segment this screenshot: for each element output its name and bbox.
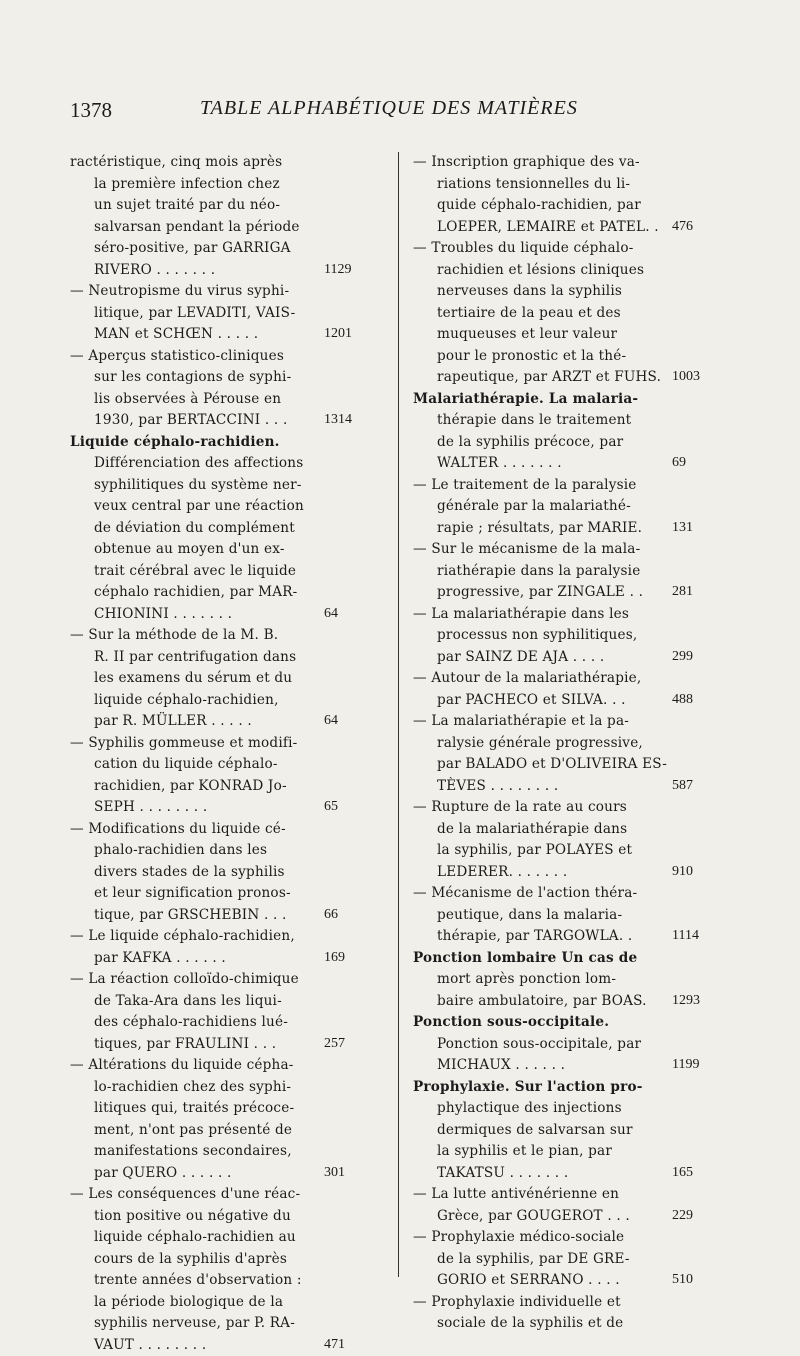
page-ref-number: 587 xyxy=(672,778,693,794)
text-line: — Inscription graphique des va- xyxy=(413,152,693,174)
text-line: — La malariathérapie et la pa- xyxy=(413,711,693,733)
text-line: tertiaire de la peau et des xyxy=(413,303,693,325)
text-line: par BALADO et D'OLIVEIRA ES- xyxy=(413,754,693,776)
text-line: thérapie dans le traitement xyxy=(413,410,693,432)
running-title: TABLE ALPHABÉTIQUE DES MATIÈRES xyxy=(200,97,578,120)
text-line: rachidien, par KONRAD Jo- xyxy=(70,776,350,798)
text-line: la syphilis et le pian, par xyxy=(413,1141,693,1163)
text-line: — Prophylaxie médico-sociale xyxy=(413,1227,693,1249)
text-line: — Le traitement de la paralysie xyxy=(413,475,693,497)
page-ref-number: 510 xyxy=(672,1272,693,1288)
page-ref-number: 229 xyxy=(672,1208,693,1224)
text-line: de Taka-Ara dans les liqui- xyxy=(70,991,350,1013)
text-line: — Syphilis gommeuse et modifi- xyxy=(70,733,350,755)
page-ref-number: 64 xyxy=(324,713,338,729)
text-line: divers stades de la syphilis xyxy=(70,862,350,884)
text-line: et leur signification pronos- xyxy=(70,883,350,905)
text-line: — Sur la méthode de la M. B. xyxy=(70,625,350,647)
left-column xyxy=(70,152,350,1356)
page-ref-number: 488 xyxy=(672,692,693,708)
page-ref-number: 1199 xyxy=(672,1057,699,1073)
text-line: trait cérébral avec le liquide xyxy=(70,561,350,583)
text-line: syphilis nerveuse, par P. RA- xyxy=(70,1313,350,1335)
text-line: syphilitiques du système ner- xyxy=(70,475,350,497)
page-ref-number: 1293 xyxy=(672,993,700,1009)
text-line: ractéristique, cinq mois après xyxy=(70,152,350,174)
text-line: — La malariathérapie dans les xyxy=(413,604,693,626)
text-line: la première infection chez xyxy=(70,174,350,196)
text-line: phalo-rachidien dans les xyxy=(70,840,350,862)
text-line: salvarsan pendant la période xyxy=(70,217,350,239)
text-line: VAUT . . . . . . . . xyxy=(70,1335,350,1356)
page-ref-number: 1129 xyxy=(324,262,351,278)
page-ref-number: 299 xyxy=(672,649,693,665)
page-ref-number: 1114 xyxy=(672,928,699,944)
text-line: de la malariathérapie dans xyxy=(413,819,693,841)
text-line: ralysie générale progressive, xyxy=(413,733,693,755)
page-ref-number: 910 xyxy=(672,864,693,880)
page-ref-number: 131 xyxy=(672,520,693,536)
text-line: rapie ; résultats, par MARIE. xyxy=(413,518,693,540)
text-line: ment, n'ont pas présenté de xyxy=(70,1120,350,1142)
text-line: — Mécanisme de l'action théra- xyxy=(413,883,693,905)
text-line: — Altérations du liquide cépha- xyxy=(70,1055,350,1077)
text-line: TAKATSU . . . . . . . xyxy=(413,1163,693,1185)
text-line: la syphilis, par POLAYES et xyxy=(413,840,693,862)
page-ref-number: 257 xyxy=(324,1036,345,1052)
column-divider xyxy=(398,152,399,1277)
text-line: un sujet traité par du néo- xyxy=(70,195,350,217)
text-line: — Le liquide céphalo-rachidien, xyxy=(70,926,350,948)
text-line: MICHAUX . . . . . . xyxy=(413,1055,693,1077)
text-line: la période biologique de la xyxy=(70,1292,350,1314)
text-line: par R. MÜLLER . . . . . xyxy=(70,711,350,733)
text-line: nerveuses dans la syphilis xyxy=(413,281,693,303)
text-line: phylactique des injections xyxy=(413,1098,693,1120)
text-line: TÈVES . . . . . . . . xyxy=(413,776,693,798)
page-ref-number: 1003 xyxy=(672,369,700,385)
text-line: progressive, par ZINGALE . . xyxy=(413,582,693,604)
text-line: — Les conséquences d'une réac- xyxy=(70,1184,350,1206)
page-ref-number: 476 xyxy=(672,219,693,235)
text-line: de la syphilis, par DE GRE- xyxy=(413,1249,693,1271)
text-line: dermiques de salvarsan sur xyxy=(413,1120,693,1142)
text-line: cours de la syphilis d'après xyxy=(70,1249,350,1271)
text-line: séro-positive, par GARRIGA xyxy=(70,238,350,260)
text-line: MAN et SCHŒN . . . . . xyxy=(70,324,350,346)
text-line: — Neutropisme du virus syphi- xyxy=(70,281,350,303)
text-line: manifestations secondaires, xyxy=(70,1141,350,1163)
text-line: litique, par LEVADITI, VAIS- xyxy=(70,303,350,325)
page-ref-number: 169 xyxy=(324,950,345,966)
text-line: Ponction lombaire Un cas de xyxy=(413,948,693,970)
text-line: — La lutte antivénérienne en xyxy=(413,1184,693,1206)
text-line: riathérapie dans la paralysie xyxy=(413,561,693,583)
page-number: 1378 xyxy=(70,98,112,123)
text-line: trente années d'observation : xyxy=(70,1270,350,1292)
text-line: Malariathérapie. La malaria- xyxy=(413,389,693,411)
right-column xyxy=(413,152,693,1335)
text-line: tique, par GRSCHEBIN . . . xyxy=(70,905,350,927)
text-line: par KAFKA . . . . . . xyxy=(70,948,350,970)
page-ref-number: 64 xyxy=(324,606,338,622)
text-line: peutique, dans la malaria- xyxy=(413,905,693,927)
text-line: rachidien et lésions cliniques xyxy=(413,260,693,282)
text-line: par SAINZ DE AJA . . . . xyxy=(413,647,693,669)
page-ref-number: 1314 xyxy=(324,412,352,428)
text-line: — Rupture de la rate au cours xyxy=(413,797,693,819)
page-ref-number: 165 xyxy=(672,1165,693,1181)
text-line: muqueuses et leur valeur xyxy=(413,324,693,346)
text-line: — Modifications du liquide cé- xyxy=(70,819,350,841)
text-line: Liquide céphalo-rachidien. xyxy=(70,432,350,454)
text-line: Grèce, par GOUGEROT . . . xyxy=(413,1206,693,1228)
text-line: sociale de la syphilis et de xyxy=(413,1313,693,1335)
text-line: — La réaction colloïdo-chimique xyxy=(70,969,350,991)
text-line: — Sur le mécanisme de la mala- xyxy=(413,539,693,561)
page-ref-number: 1201 xyxy=(324,326,352,342)
text-line: Différenciation des affections xyxy=(70,453,350,475)
text-line: CHIONINI . . . . . . . xyxy=(70,604,350,626)
text-line: R. II par centrifugation dans xyxy=(70,647,350,669)
text-line: veux central par une réaction xyxy=(70,496,350,518)
text-line: quide céphalo-rachidien, par xyxy=(413,195,693,217)
text-line: SEPH . . . . . . . . xyxy=(70,797,350,819)
page-ref-number: 65 xyxy=(324,799,338,815)
text-line: liquide céphalo-rachidien, xyxy=(70,690,350,712)
text-line: tiques, par FRAULINI . . . xyxy=(70,1034,350,1056)
text-line: par PACHECO et SILVA. . . xyxy=(413,690,693,712)
text-line: LOEPER, LEMAIRE et PATEL. . xyxy=(413,217,693,239)
text-line: liquide céphalo-rachidien au xyxy=(70,1227,350,1249)
page-ref-number: 69 xyxy=(672,455,686,471)
text-line: de déviation du complément xyxy=(70,518,350,540)
text-line: les examens du sérum et du xyxy=(70,668,350,690)
text-line: générale par la malariathé- xyxy=(413,496,693,518)
page-ref-number: 471 xyxy=(324,1337,345,1353)
text-line: pour le pronostic et la thé- xyxy=(413,346,693,368)
text-line: de la syphilis précoce, par xyxy=(413,432,693,454)
text-line: — Autour de la malariathérapie, xyxy=(413,668,693,690)
text-line: mort après ponction lom- xyxy=(413,969,693,991)
text-line: rapeutique, par ARZT et FUHS. xyxy=(413,367,693,389)
text-line: tion positive ou négative du xyxy=(70,1206,350,1228)
text-line: processus non syphilitiques, xyxy=(413,625,693,647)
text-line: — Aperçus statistico-cliniques xyxy=(70,346,350,368)
text-line: céphalo rachidien, par MAR- xyxy=(70,582,350,604)
text-line: lo-rachidien chez des syphi- xyxy=(70,1077,350,1099)
text-line: cation du liquide céphalo- xyxy=(70,754,350,776)
text-line: — Troubles du liquide céphalo- xyxy=(413,238,693,260)
text-line: — Prophylaxie individuelle et xyxy=(413,1292,693,1314)
text-line: obtenue au moyen d'un ex- xyxy=(70,539,350,561)
text-line: WALTER . . . . . . . xyxy=(413,453,693,475)
text-line: litiques qui, traités précoce- xyxy=(70,1098,350,1120)
page-ref-number: 66 xyxy=(324,907,338,923)
text-line: par QUERO . . . . . . xyxy=(70,1163,350,1185)
text-line: lis observées à Pérouse en xyxy=(70,389,350,411)
text-line: Ponction sous-occipitale, par xyxy=(413,1034,693,1056)
text-line: sur les contagions de syphi- xyxy=(70,367,350,389)
text-line: RIVERO . . . . . . . xyxy=(70,260,350,282)
page-ref-number: 281 xyxy=(672,584,693,600)
text-line: riations tensionnelles du li- xyxy=(413,174,693,196)
text-line: Prophylaxie. Sur l'action pro- xyxy=(413,1077,693,1099)
text-line: thérapie, par TARGOWLA. . xyxy=(413,926,693,948)
text-line: des céphalo-rachidiens lué- xyxy=(70,1012,350,1034)
text-line: LEDERER. . . . . . . xyxy=(413,862,693,884)
page-ref-number: 301 xyxy=(324,1165,345,1181)
text-line: baire ambulatoire, par BOAS. xyxy=(413,991,693,1013)
text-line: GORIO et SERRANO . . . . xyxy=(413,1270,693,1292)
text-line: 1930, par BERTACCINI . . . xyxy=(70,410,350,432)
text-line: Ponction sous-occipitale. xyxy=(413,1012,693,1034)
